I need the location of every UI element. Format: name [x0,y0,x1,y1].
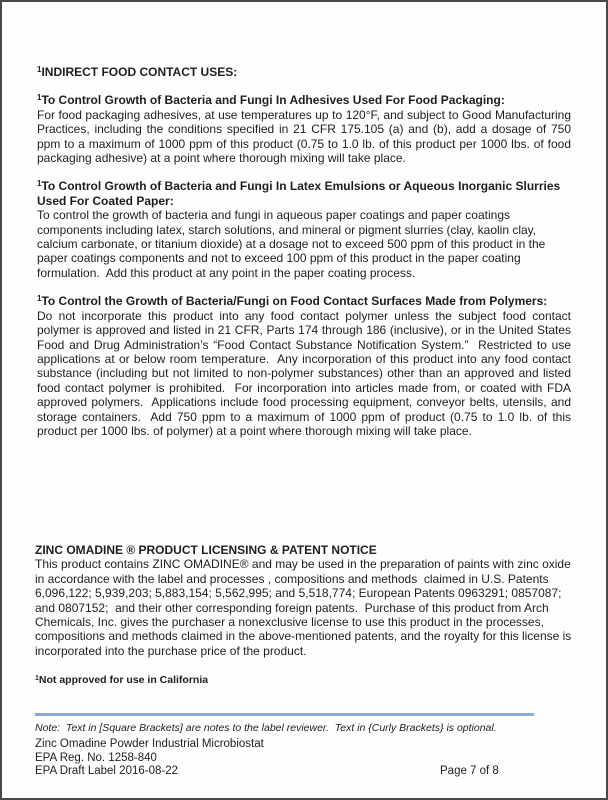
california-footnote-text: Not approved for use in California [38,674,209,686]
page-title [37,65,571,79]
section-polymer-surfaces [37,294,575,438]
section-heading-text: To Control the Growth of Bacteria/Fungi on Food Contact Surfaces Made from Polymers: [41,294,548,309]
footnote-marker: 1 [37,65,42,74]
page-footer [35,713,575,779]
patent-notice-heading: ZINC OMADINE ® PRODUCT LICENSING & PATENT NOTICE [35,543,377,557]
section-body: To control the growth of bacteria and fungi in aqueous paper coatings and paper coatings components including latex, starch solutions, and mineral or pigment slurries (clay, kaolin clay, calcium carbonate, or titanium dioxide) at a dosage not to exceed 500 ppm of this product in the paper coatings components and not to exceed 100 ppm of this product in the paper coating formulation. Add this product at any point in the paper coating process. [37,208,549,280]
patent-notice-body: This product contains ZINC OMADINE® and may be used in the preparation of paints with zinc oxide in accordance with the label and processes , compositions and methods claimed in U.S. Patents 6,096,122; 5,939,203; 5,883,154; 5,562,995; and 5,518,774; European Patents 0963291; 0857087; and 0807152; and their other corresponding foreign patents. Purchase of this product from Arch Chemicals, Inc. gives the purchaser a nonexclusive license to use this product in the processes, compositions and methods claimed in the above-mentioned patents, and the royalty for this license is incorporated into the purchase price of the product. [35,557,575,658]
page-number: Page 7 of 8 [440,765,499,778]
footer-divider-line [35,713,534,716]
section-patent-notice [35,543,573,658]
footnote-marker: 1 [37,93,42,103]
section-heading [37,179,571,208]
footnote-marker: 1 [37,294,42,304]
section-heading [37,294,571,308]
section-heading-text: To Control Growth of Bacteria and Fungi In Adhesives Used For Food Packaging: [41,93,505,108]
section-adhesives [37,93,575,166]
page-title-text: INDIRECT FOOD CONTACT USES: [41,65,238,79]
label-content [2,2,606,438]
footer-last-row [35,765,575,778]
epa-reg-line: EPA Reg. No. 1258-840 [35,751,157,764]
section-latex-slurries [37,179,571,280]
reviewer-note: Note: Text in [Square Brackets] are notes to the label reviewer. Text in {Curly Brackets} is optional. [35,722,497,734]
product-name-line: Zinc Omadine Powder Industrial Microbiostat [35,738,264,751]
california-footnote [35,674,208,686]
section-body: For food packaging adhesives, at use temperatures up to 120°F, and subject to Good Manufacturing Practices, including the conditions specified in 21 CFR 175.105 (a) and (b), add a dosage of 750 ppm to a maximum of 1000 ppm of this product (0.75 to 1.0 lb. of this product per 1000 lbs. of food packaging adhesive) at a point where thorough mixing will take place. [37,107,575,166]
footnote-marker: 1 [37,179,42,189]
footnote-marker: 1 [35,675,39,682]
section-heading [37,93,571,107]
section-heading-text: To Control Growth of Bacteria and Fungi In Latex Emulsions or Aqueous Inorganic Slurries Used For Coated Paper: [37,179,561,208]
section-body: Do not incorporate this product into any food contact polymer unless the subject food contact polymer is approved and listed in 21 CFR, Parts 174 through 186 (inclusive), or in the United States Food and Drug Administration’s “Food Contact Substance Notification System.” Restricted to use applications at or below room temperature. Any incorporation of this product into any food contact substance (including but not limited to non-polymer substances) other than an approved and listed food contact polymer is prohibited. For incorporation into articles made from, or coated with FDA approved polymers. Applications include food processing equipment, conveyor belts, utensils, and storage containers. Add 750 ppm to a maximum of 1000 ppm of product (0.75 to 1.0 lb. of this product per 1000 lbs. of polymer) at a point where thorough mixing will take place. [37,308,575,438]
draft-label-line: EPA Draft Label 2016-08-22 [35,765,178,778]
